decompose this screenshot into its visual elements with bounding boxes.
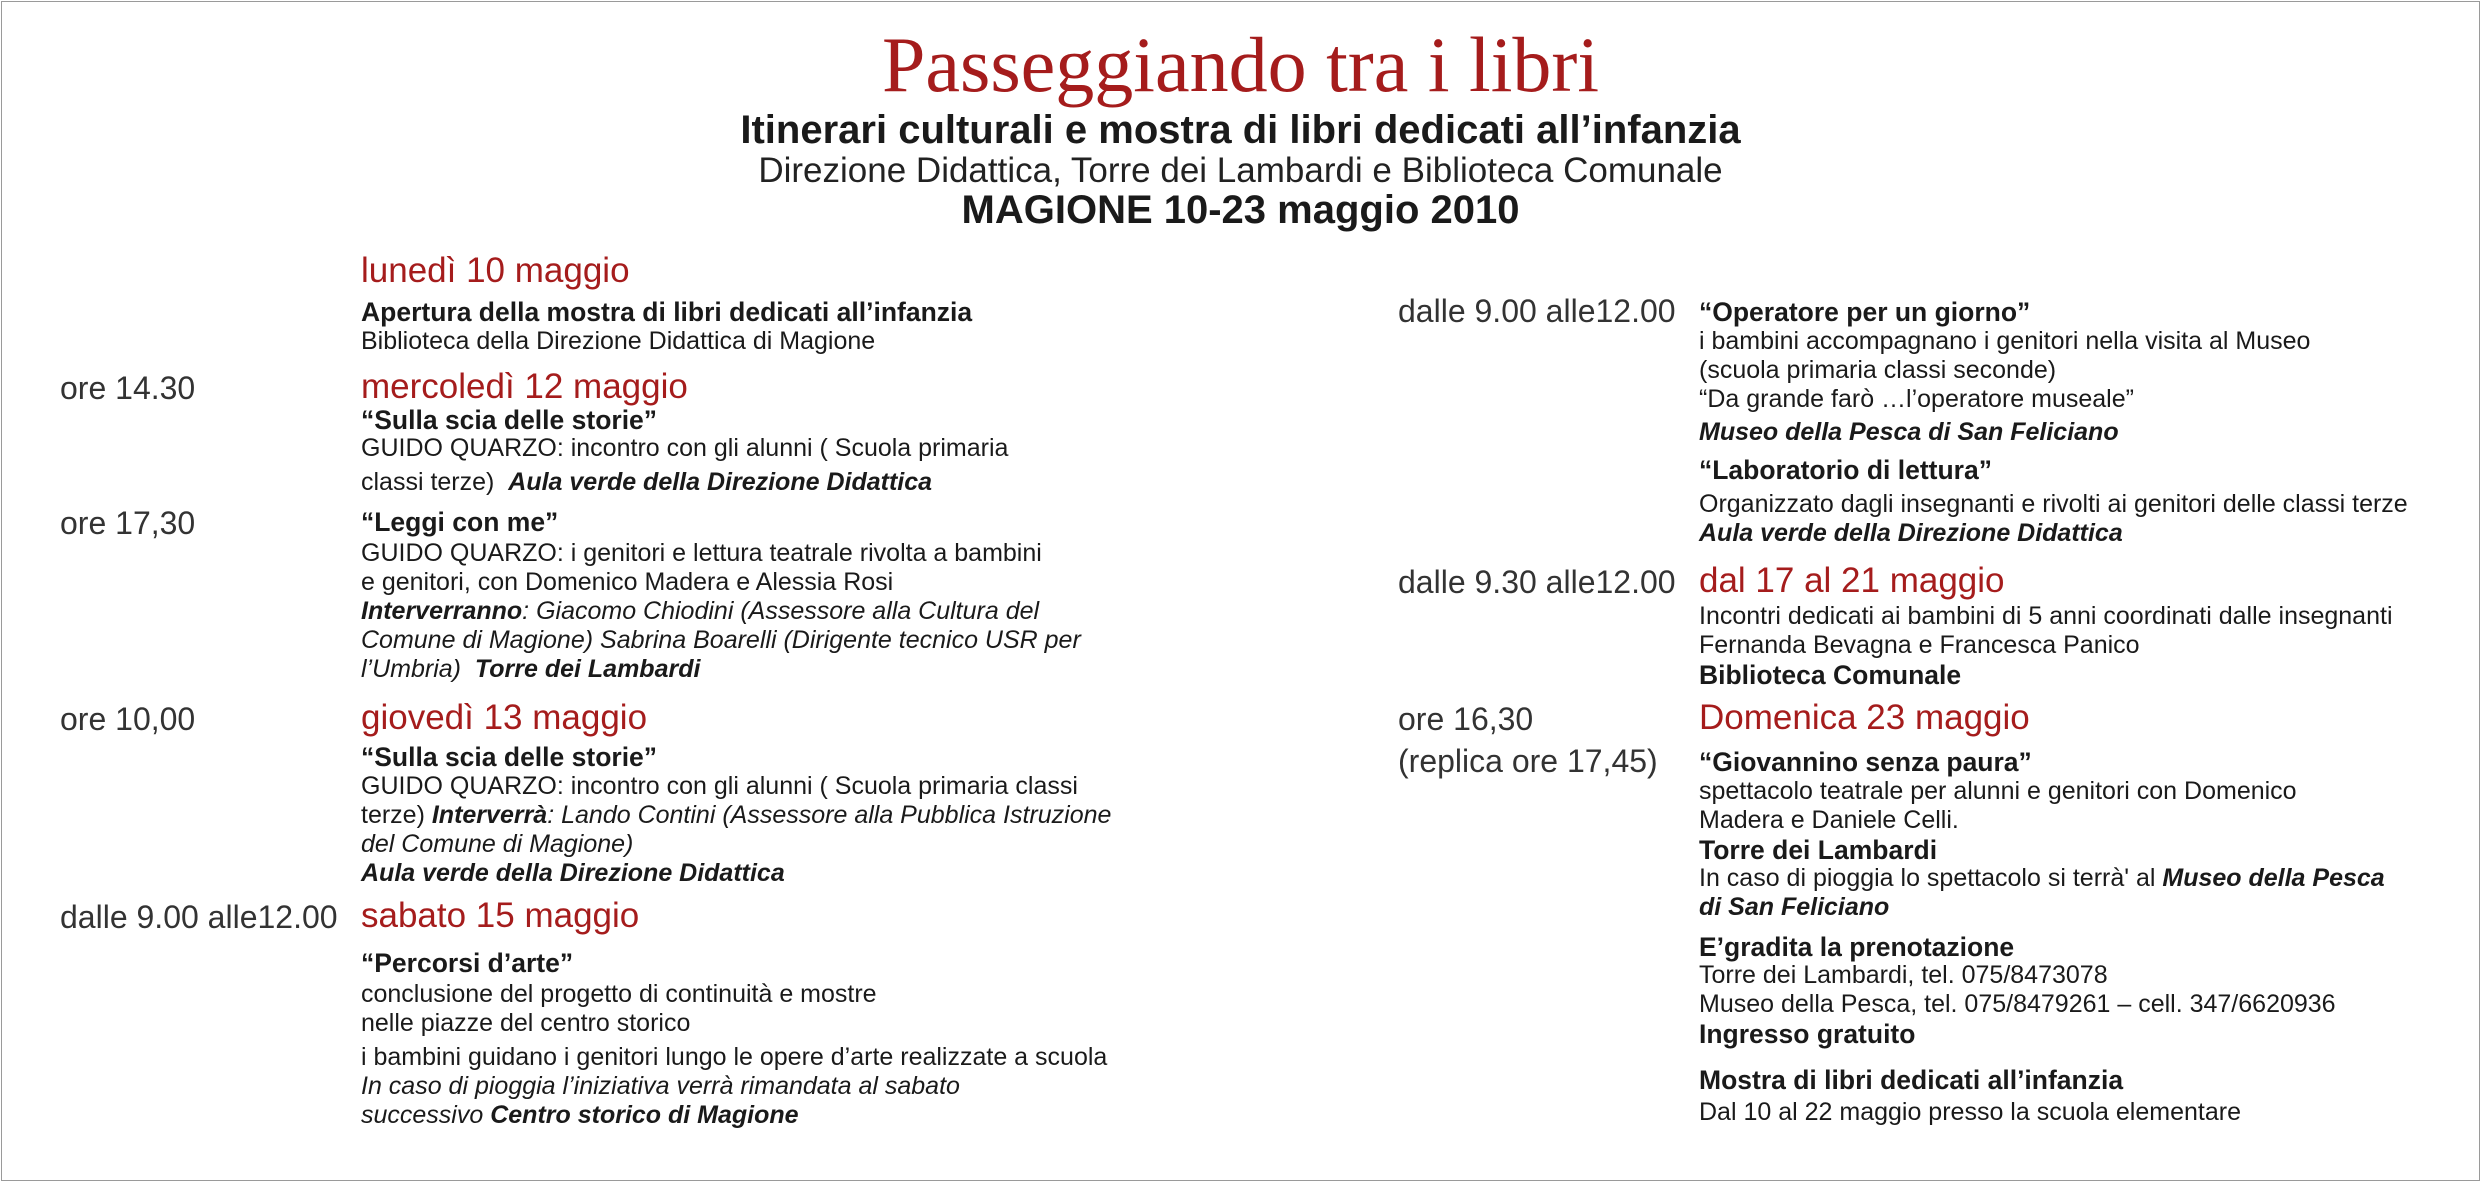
booking-contact: Torre dei Lambardi, tel. 075/8473078: [1699, 961, 2108, 989]
event-speakers: Comune di Magione) Sabrina Boarelli (Dirigente tecnico USR per: [361, 626, 1081, 654]
event-description: i bambini accompagnano i genitori nella visita al Museo: [1699, 327, 2311, 355]
event-note: di San Feliciano: [1699, 893, 1890, 921]
event-title: Apertura della mostra di libri dedicati all’infanzia: [361, 297, 973, 327]
place-and-dates: MAGIONE 10-23 maggio 2010: [961, 188, 1520, 232]
event-description: nelle piazze del centro storico: [361, 1009, 691, 1037]
event-date: sabato 15 maggio: [361, 896, 640, 935]
event-description: spettacolo teatrale per alunni e genitori con Domenico: [1699, 777, 2297, 805]
event-description: GUIDO QUARZO: incontro con gli alunni ( Scuola primaria: [361, 434, 1009, 462]
event-date: dal 17 al 21 maggio: [1699, 561, 2005, 600]
event-speakers: del Comune di Magione): [361, 830, 634, 858]
event-time: ore 17,30: [60, 505, 196, 541]
organizers-line: Direzione Didattica, Torre dei Lambardi e Biblioteca Comunale: [758, 151, 1723, 190]
event-description: GUIDO QUARZO: i genitori e lettura teatrale rivolta a bambini: [361, 539, 1042, 567]
event-time: dalle 9.00 alle12.00: [60, 899, 338, 935]
event-description: conclusione del progetto di continuità e mostre: [361, 980, 877, 1008]
event-time: ore 14.30: [60, 370, 196, 406]
event-description: e genitori, con Domenico Madera e Alessia Rosi: [361, 568, 894, 596]
event-location: Biblioteca Comunale: [1699, 660, 1962, 690]
event-title: “Giovannino senza paura”: [1699, 747, 2032, 777]
event-note: In caso di pioggia lo spettacolo si terrà' al Museo della Pesca: [1699, 864, 2385, 892]
event-description: Incontri dedicati ai bambini di 5 anni coordinati dalle insegnanti: [1699, 602, 2393, 630]
event-location: Torre dei Lambardi: [474, 655, 701, 683]
event-location: Centro storico di Magione: [490, 1101, 799, 1129]
event-description: classi terze) Aula verde della Direzione Didattica: [361, 468, 933, 496]
event-time: ore 10,00: [60, 701, 196, 737]
event-location: Aula verde della Direzione Didattica: [361, 859, 785, 887]
booking-title: E’gradita la prenotazione: [1699, 932, 2015, 962]
page-subtitle: Itinerari culturali e mostra di libri dedicati all’infanzia: [740, 108, 1741, 152]
event-location: Museo della Pesca di San Feliciano: [1699, 418, 2119, 446]
event-note: In caso di pioggia l’iniziativa verrà rimandata al sabato: [361, 1072, 960, 1100]
page-title: Passeggiando tra i libri: [881, 21, 1600, 108]
event-title: “Laboratorio di lettura”: [1699, 455, 1992, 485]
event-title: “Sulla scia delle storie”: [361, 742, 658, 772]
event-date: lunedì 10 maggio: [361, 251, 630, 290]
event-description: Organizzato dagli insegnanti e rivolti ai genitori delle classi terze: [1699, 490, 2408, 518]
event-note: successivo Centro storico di Magione: [361, 1101, 799, 1129]
event-time: dalle 9.30 alle12.00: [1398, 564, 1676, 600]
event-date: giovedì 13 maggio: [361, 698, 648, 737]
event-title: “Sulla scia delle storie”: [361, 405, 658, 435]
event-date: Domenica 23 maggio: [1699, 698, 2030, 737]
event-description: (scuola primaria classi seconde): [1699, 356, 2057, 384]
event-location: Aula verde della Direzione Didattica: [508, 468, 933, 496]
event-speakers: Interverranno: Giacomo Chiodini (Assessore alla Cultura del: [361, 597, 1040, 625]
event-time: dalle 9.00 alle12.00: [1398, 293, 1676, 329]
event-title: “Leggi con me”: [361, 507, 559, 537]
exhibition-title: Mostra di libri dedicati all’infanzia: [1699, 1065, 2124, 1095]
event-time-replica: (replica ore 17,45): [1398, 743, 1658, 779]
event-title: “Percorsi d’arte”: [361, 948, 574, 978]
event-description: GUIDO QUARZO: incontro con gli alunni ( Scuola primaria classi: [361, 772, 1078, 800]
booking-contact: Museo della Pesca, tel. 075/8479261 – cell. 347/6620936: [1699, 990, 2336, 1018]
event-date: mercoledì 12 maggio: [361, 367, 688, 406]
event-description: “Da grande farò …l’operatore museale”: [1699, 385, 2134, 413]
event-location: Biblioteca della Direzione Didattica di Magione: [361, 327, 876, 355]
event-speakers: l’Umbria) Torre dei Lambardi: [361, 655, 701, 683]
free-entry: Ingresso gratuito: [1699, 1019, 1916, 1049]
event-description: Madera e Daniele Celli.: [1699, 806, 1959, 834]
event-title: “Operatore per un giorno”: [1699, 297, 2031, 327]
event-location: Torre dei Lambardi: [1699, 835, 1938, 865]
event-description: Fernanda Bevagna e Francesca Panico: [1699, 631, 2140, 659]
event-location: Aula verde della Direzione Didattica: [1699, 519, 2123, 547]
exhibition-dates: Dal 10 al 22 maggio presso la scuola elementare: [1699, 1098, 2241, 1126]
event-time: ore 16,30: [1398, 701, 1534, 737]
event-description: i bambini guidano i genitori lungo le opere d’arte realizzate a scuola: [361, 1043, 1108, 1071]
event-description: terze) Interverrà: Lando Contini (Assessore alla Pubblica Istruzione: [361, 801, 1112, 829]
